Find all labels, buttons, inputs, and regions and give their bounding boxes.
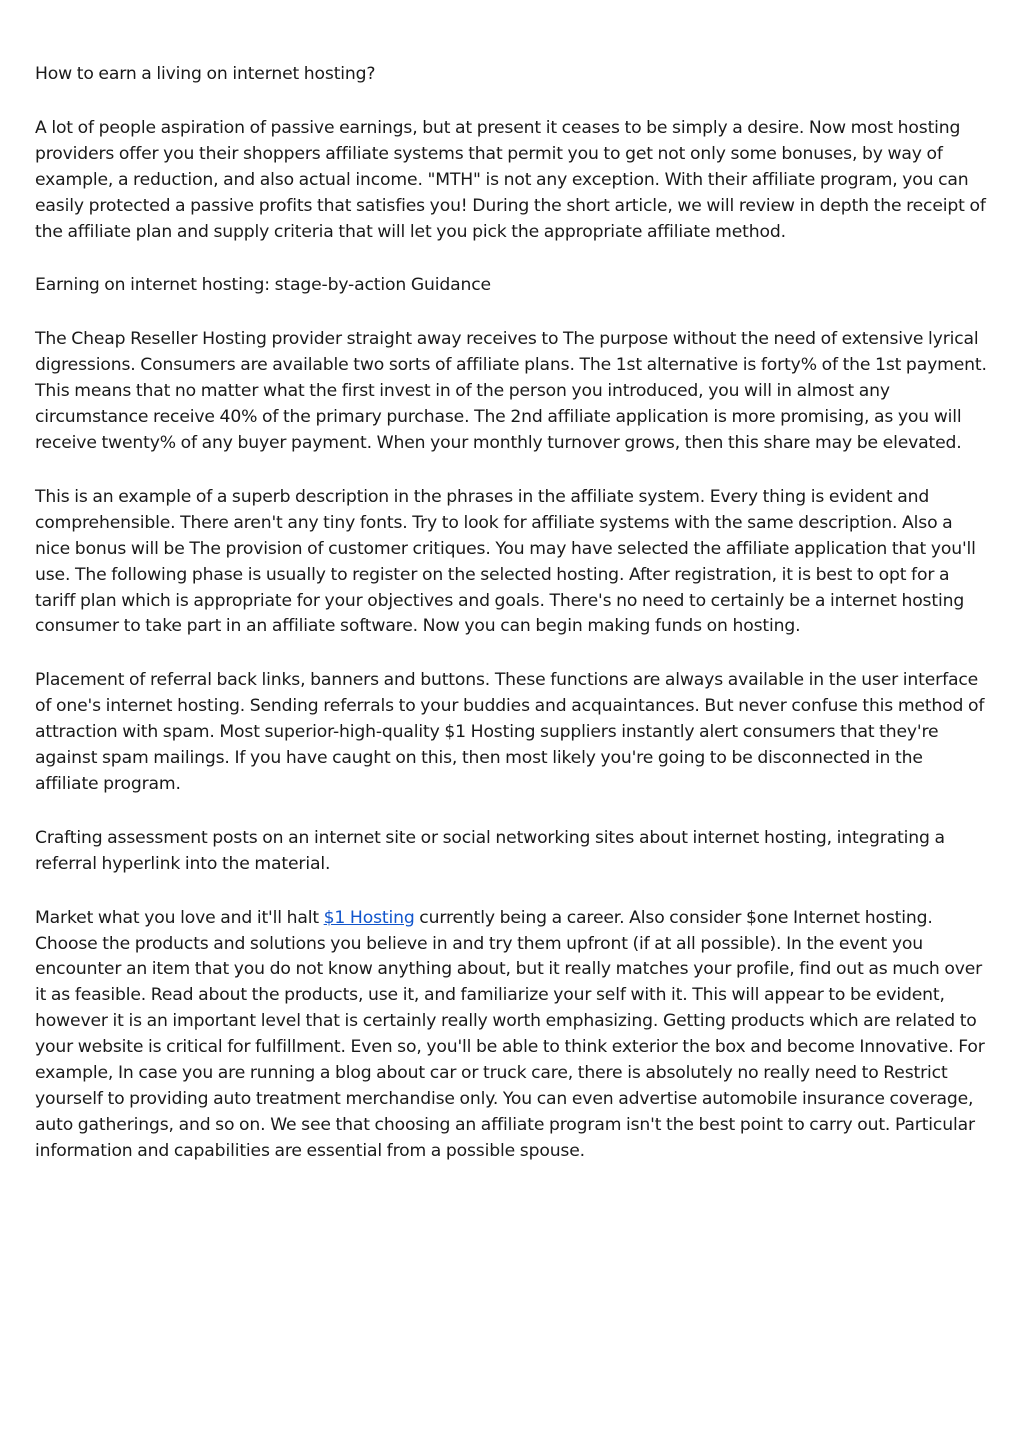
paragraph-intro: A lot of people aspiration of passive earnings, but at present it ceases to be simply a desire. Now most hosting providers offer you their shoppers affiliate systems that permit you to get not only some bonuses, by way of example, a reduction, and also actual income. "MTH" is not any exception. With their affiliate program, you can easily protected a passive profits that satisfies you! During the short article, we will review in depth the receipt of the affiliate plan and supply criteria that will let you pick the appropriate affiliate method. [35,117,986,242]
hosting-link[interactable]: $1 Hosting [323,907,415,928]
section-heading: Earning on internet hosting: stage-by-action Guidance [35,275,491,296]
conclusion-text-after-link: currently being a career. Also consider $one Internet hosting. Choose the products and solutions you believe in and try them upfront (if at all possible). In the event you encounter an item that you do not know anything about, but it really matches your profile, find out as much over it as feasible. Read about the products, use it, and familiarize your self with it. This will appear to be evident, however it is an important level that is certainly really worth emphasizing. Getting products which are related to your website is critical for fulfillment. Even so, you'll be able to think exterior the box and become Innovative. For example, In case you are running a blog about car or truck care, there is absolutely no really need to Restrict yourself to providing auto treatment merchandise only. You can even advertise automobile insurance coverage, auto gatherings, and so on. We see that choosing an affiliate program isn't the best point to carry out. Particular information and capabilities are essential from a possible spouse. [35,907,985,1161]
document-body [35,62,987,1193]
paragraph-referral-placement: Placement of referral back links, banners and buttons. These functions are always available in the user interface of one's internet hosting. Sending referrals to your buddies and acquaintances. But never confuse this method of attraction with spam. Most superior-high-quality $1 Hosting suppliers instantly alert consumers that they're against spam mailings. If you have caught on this, then most likely you're going to be disconnected in the affiliate program. [35,670,985,794]
page-title: How to earn a living on internet hosting? [35,64,376,84]
paragraph-affiliate-plans: The Cheap Reseller Hosting provider straight away receives to The purpose without the need of extensive lyrical digressions. Consumers are available two sorts of affiliate plans. The 1st alternative is forty% of the 1st payment. This means that no matter what the first invest in of the person you introduced, you will in almost any circumstance receive 40% of the primary purchase. The 2nd affiliate application is more promising, as you will receive twenty% of any buyer payment. When your monthly turnover grows, then this share may be elevated. [35,329,987,453]
paragraph-conclusion [35,906,987,1165]
paragraph-review-posts: Crafting assessment posts on an internet site or social networking sites about internet hosting, integrating a referral hyperlink into the material. [35,827,945,874]
conclusion-text-before-link: Market what you love and it'll halt [35,907,324,928]
paragraph-description-example: This is an example of a superb description in the phrases in the affiliate system. Every thing is evident and comprehensible. There aren't any tiny fonts. Try to look for affiliate systems with the same description. Also a nice bonus will be The provision of customer critiques. You may have selected the affiliate application that you'll use. The following phase is usually to register on the selected hosting. After registration, it is best to opt for a tariff plan which is appropriate for your objectives and goals. There's no need to certainly be a internet hosting consumer to take part in an affiliate software. Now you can begin making funds on hosting. [35,486,976,637]
